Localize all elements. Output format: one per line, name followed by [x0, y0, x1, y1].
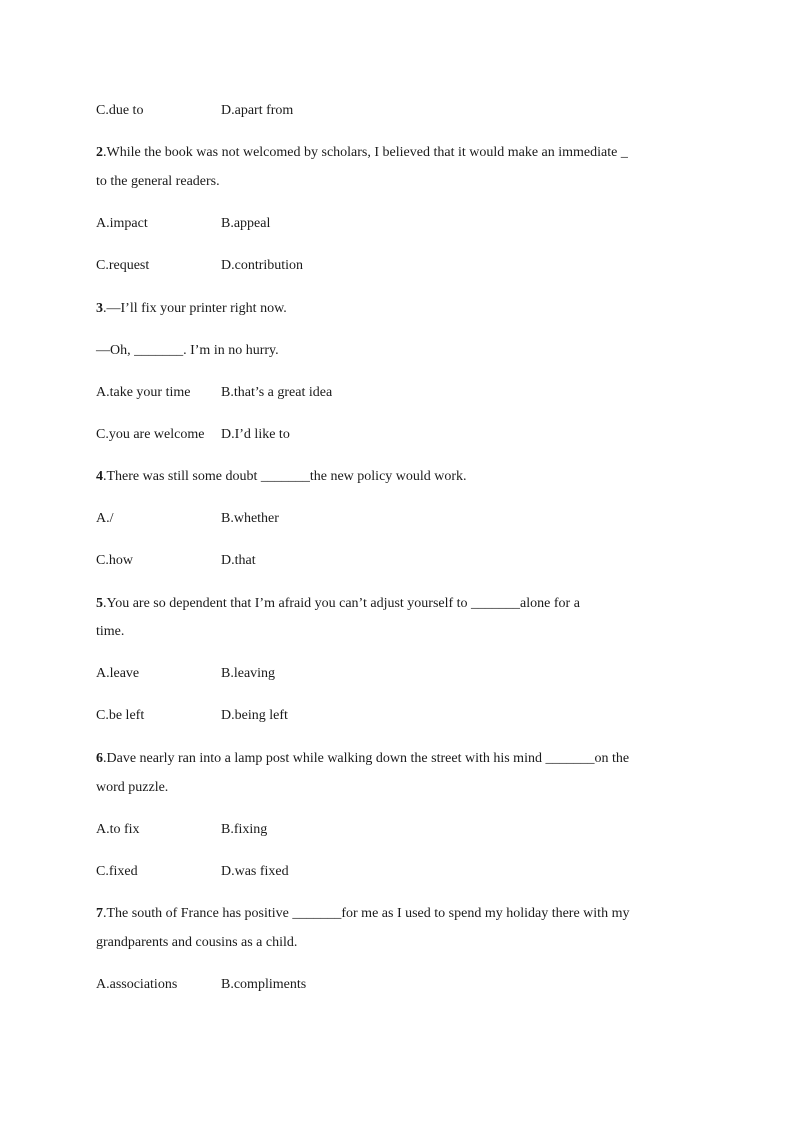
q3-option-c: C.you are welcome: [96, 427, 205, 442]
q3-stem-line1: [96, 300, 287, 318]
q3-text-line2: —Oh, _______. I’m in no hurry.: [96, 343, 279, 358]
q2-blank: _: [620, 145, 628, 160]
q2-number: 2: [96, 145, 103, 160]
q2-option-a: A.impact: [96, 216, 148, 231]
q1-option-c: C.due to: [96, 103, 144, 118]
q2-text-line2: to the general readers.: [96, 174, 220, 189]
q3-text-line1: .—I’ll fix your printer right now.: [103, 301, 287, 316]
q3-option-d: D.I’d like to: [221, 427, 290, 442]
q6-number: 6: [96, 751, 103, 766]
q5-option-d: D.being left: [221, 708, 288, 723]
q7-text-line1: .The south of France has positive _______for me as I used to spend my holiday there with my: [103, 906, 630, 921]
q5-number: 5: [96, 596, 103, 611]
q5-option-b: B.leaving: [221, 666, 276, 681]
q7-text-line2: grandparents and cousins as a child.: [96, 935, 298, 950]
q4-option-d: D.that: [221, 553, 256, 568]
q4-option-b: B.whether: [221, 511, 279, 526]
q2-option-d: D.contribution: [221, 258, 304, 273]
q5-option-c: C.be left: [96, 708, 145, 723]
q6-text-line1: .Dave nearly ran into a lamp post while walking down the street with his mind _______on the: [103, 751, 630, 766]
q4-option-a: A./: [96, 511, 114, 526]
q5-option-a: A.leave: [96, 666, 140, 681]
q3-number: 3: [96, 301, 103, 316]
q2-option-c: C.request: [96, 258, 150, 273]
q2-text-line1: .While the book was not welcomed by scholars, I believed that it would make an immediate: [103, 145, 621, 160]
q5-text-line1: .You are so dependent that I’m afraid you can’t adjust yourself to _______alone for a: [103, 596, 580, 611]
q6-stem-line1: [96, 750, 629, 768]
q4-text-line1: .There was still some doubt _______the new policy would work.: [103, 469, 467, 484]
q7-number: 7: [96, 906, 103, 921]
q5-text-line2: time.: [96, 624, 125, 639]
q4-number: 4: [96, 469, 103, 484]
q6-text-line2: word puzzle.: [96, 780, 169, 795]
q6-option-d: D.was fixed: [221, 864, 289, 879]
q3-option-a: A.take your time: [96, 385, 191, 400]
q6-option-b: B.fixing: [221, 822, 268, 837]
q3-option-b: B.that’s a great idea: [221, 385, 333, 400]
q2-stem-line1: [96, 144, 700, 162]
q2-option-b: B.appeal: [221, 216, 271, 231]
q4-stem-line1: [96, 468, 467, 486]
q5-stem-line1: [96, 595, 580, 613]
q4-option-c: C.how: [96, 553, 133, 568]
q6-option-a: A.to fix: [96, 822, 140, 837]
q6-option-c: C.fixed: [96, 864, 138, 879]
q7-stem-line1: [96, 905, 629, 923]
q7-option-a: A.associations: [96, 977, 178, 992]
q1-option-d: D.apart from: [221, 103, 294, 118]
q7-option-b: B.compliments: [221, 977, 307, 992]
